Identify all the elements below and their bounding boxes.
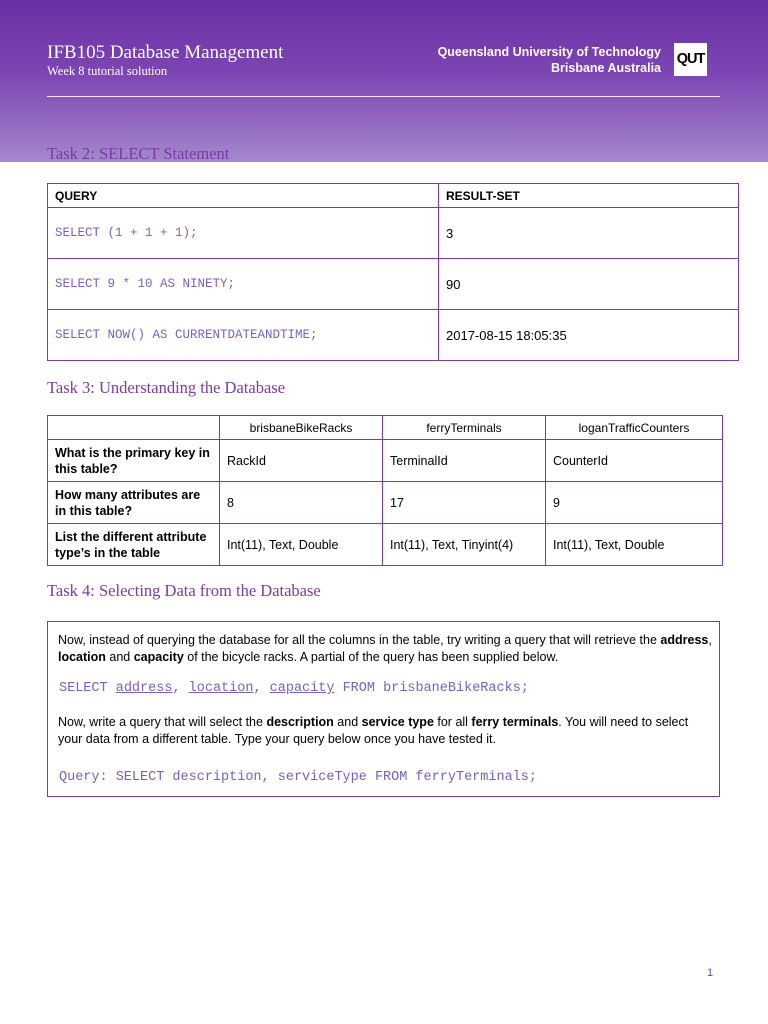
task4-heading: Task 4: Selecting Data from the Database bbox=[47, 581, 321, 600]
header-divider bbox=[47, 96, 720, 97]
table-cell: Int(11), Text, Double bbox=[546, 524, 723, 566]
text-run: Now, write a query that will select the bbox=[58, 715, 267, 729]
text-run: , bbox=[708, 633, 712, 647]
table-row bbox=[48, 208, 739, 259]
text-run: and bbox=[105, 650, 134, 664]
bold-term: description bbox=[266, 715, 334, 729]
qut-logo: QUT bbox=[674, 43, 707, 76]
query-result: 3 bbox=[439, 208, 739, 259]
task4-instruction-1 bbox=[58, 632, 713, 666]
bold-term: ferry terminals bbox=[471, 715, 559, 729]
bold-term: service type bbox=[361, 715, 434, 729]
column-header-result: RESULT-SET bbox=[439, 184, 739, 208]
table-cell: Int(11), Text, Double bbox=[220, 524, 383, 566]
course-title: IFB105 Database Management bbox=[47, 42, 284, 63]
code-field: location bbox=[188, 681, 254, 696]
sql-query: SELECT NOW() AS CURRENTDATEANDTIME; bbox=[48, 310, 439, 361]
table-cell: 17 bbox=[383, 482, 546, 524]
query-result: 2017-08-15 18:05:35 bbox=[439, 310, 739, 361]
row-question: How many attributes are in this table? bbox=[48, 482, 220, 524]
table-header-row bbox=[48, 416, 723, 440]
university-location: Brisbane Australia bbox=[551, 61, 661, 75]
page-number: 1 bbox=[707, 967, 714, 979]
row-question: List the different attribute type’s in the table bbox=[48, 524, 220, 566]
bold-term: location bbox=[58, 650, 106, 664]
bold-term: address bbox=[660, 633, 709, 647]
sql-query-ferry-terminals: Query: SELECT description, serviceType FROM ferryTerminals; bbox=[59, 770, 537, 785]
column-header-traffic-counters: loganTrafficCounters bbox=[546, 416, 723, 440]
table-row bbox=[48, 310, 739, 361]
sql-query-bike-racks bbox=[59, 681, 529, 696]
sql-query: SELECT 9 * 10 AS NINETY; bbox=[48, 259, 439, 310]
table-row bbox=[48, 440, 723, 482]
page-header bbox=[0, 0, 768, 162]
column-header-ferry-terminals: ferryTerminals bbox=[383, 416, 546, 440]
table-row bbox=[48, 482, 723, 524]
task4-box bbox=[47, 621, 720, 797]
document-subtitle: Week 8 tutorial solution bbox=[47, 64, 168, 78]
text-run: and bbox=[333, 715, 362, 729]
table-header-row bbox=[48, 184, 739, 208]
code-text: FROM brisbaneBikeRacks; bbox=[334, 681, 529, 696]
table-row bbox=[48, 524, 723, 566]
table-cell: CounterId bbox=[546, 440, 723, 482]
query-result: 90 bbox=[439, 259, 739, 310]
text-run: Now, instead of querying the database for all the columns in the table, try writing a query that will retrieve the bbox=[58, 633, 661, 647]
code-field: capacity bbox=[269, 681, 335, 696]
table-cell: 9 bbox=[546, 482, 723, 524]
code-text: SELECT bbox=[59, 681, 116, 696]
text-run: of the bicycle racks. A partial of the query has been supplied below. bbox=[183, 650, 559, 664]
text-run: . You will need to select your data from a different table. Type your query below once you have tested it. bbox=[58, 715, 689, 746]
table-cell: TerminalId bbox=[383, 440, 546, 482]
text-run: for all bbox=[433, 715, 472, 729]
table-cell: Int(11), Text, Tinyint(4) bbox=[383, 524, 546, 566]
row-question: What is the primary key in this table? bbox=[48, 440, 220, 482]
code-text: , bbox=[172, 681, 189, 696]
bold-term: capacity bbox=[133, 650, 184, 664]
task2-table bbox=[47, 183, 739, 361]
code-field: address bbox=[115, 681, 173, 696]
table-cell: 8 bbox=[220, 482, 383, 524]
task2-heading: Task 2: SELECT Statement bbox=[47, 144, 230, 163]
university-name: Queensland University of Technology bbox=[437, 45, 661, 59]
task3-heading: Task 3: Understanding the Database bbox=[47, 378, 286, 397]
task4-instruction-2 bbox=[58, 714, 713, 748]
empty-header-cell bbox=[48, 416, 220, 440]
code-text: , bbox=[253, 681, 270, 696]
table-cell: RackId bbox=[220, 440, 383, 482]
column-header-bike-racks: brisbaneBikeRacks bbox=[220, 416, 383, 440]
column-header-query: QUERY bbox=[48, 184, 439, 208]
task3-table bbox=[47, 415, 723, 566]
table-row bbox=[48, 259, 739, 310]
sql-query: SELECT (1 + 1 + 1); bbox=[48, 208, 439, 259]
